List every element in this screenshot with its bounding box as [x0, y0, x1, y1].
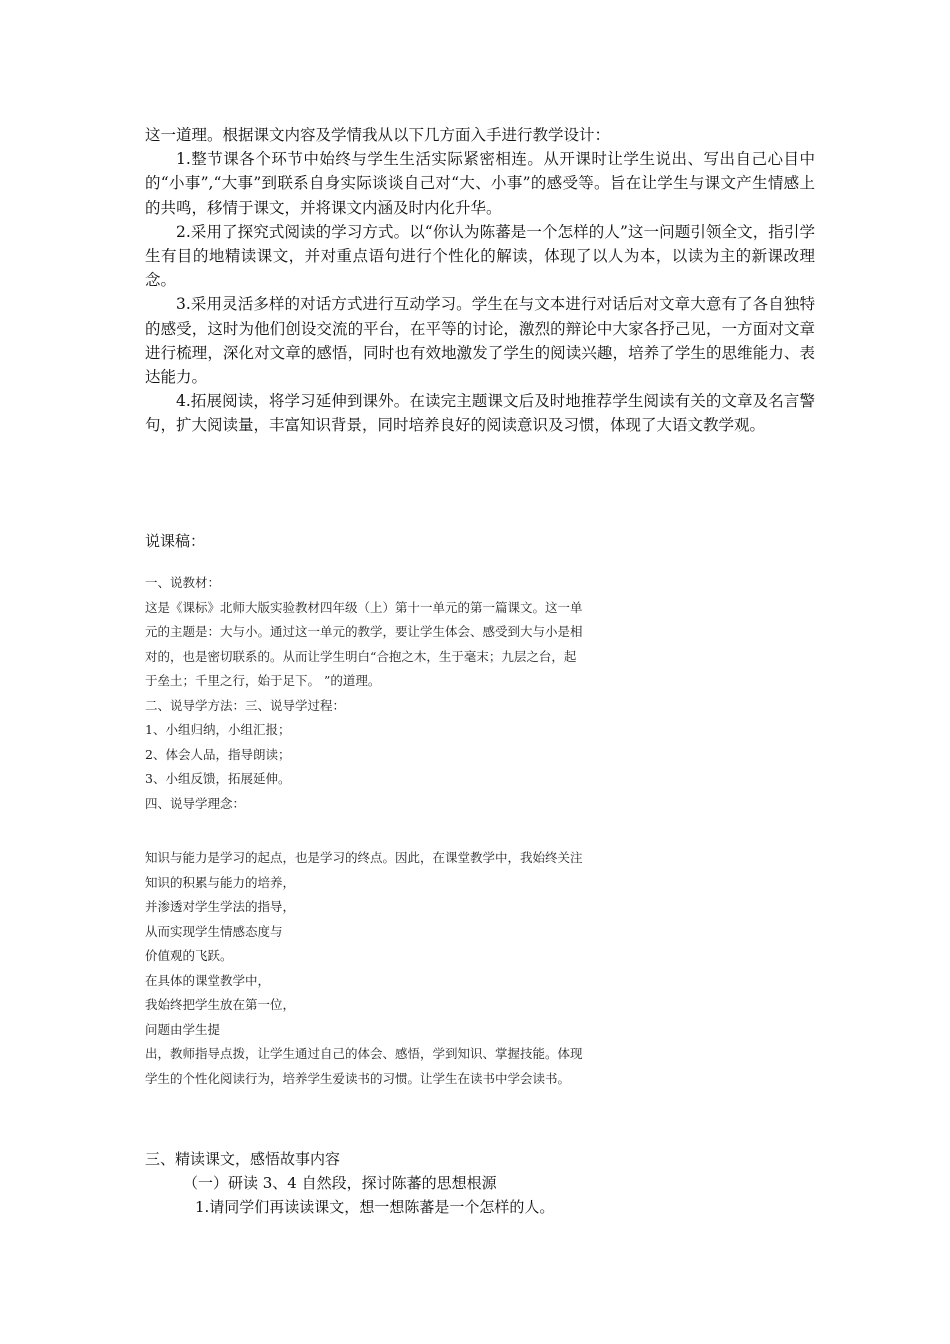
outline-line: 于垒土；千里之行，始于足下。 ”的道理。	[145, 673, 381, 688]
philosophy-line: 并渗透对学生学法的指导，	[145, 899, 296, 914]
design-point-1: 1.整节课各个环节中始终与学生生活实际紧密相连。从开课时让学生说出、写出自己心目中的“小事”,“大事”到联系自身实际谈谈自己对“大、小事”的感受等。旨在让学生与课文产生情感上的共鸣，移情于课文，并将课文内涵及时内化升华。	[145, 150, 815, 217]
philosophy-line: 出，教师指导点拨，让学生通过自己的体会、感悟，学到知识、掌握技能。体现	[145, 1046, 583, 1061]
lecture-outline-block	[145, 571, 705, 816]
design-point-3: 3.采用灵活多样的对话方式进行互动学习。学生在与文本进行对话后对文章大意有了各自独特的感受，这时为他们创设交流的平台，在平等的讨论，激烈的辩论中大家各抒己见，一方面对文章进行梳理，深化对文章的感悟，同时也有效地激发了学生的阅读兴趣，培养了学生的思维能力、表达能力。	[145, 295, 815, 387]
section-three	[145, 1147, 554, 1219]
philosophy-line: 在具体的课堂教学中，	[145, 972, 271, 988]
philosophy-line: 知识的积累与能力的培养，	[145, 874, 296, 890]
philosophy-line: 我始终把学生放在第一位，	[145, 997, 296, 1012]
outline-line: 四、说导学理念：	[145, 795, 246, 811]
section-three-subtitle: （一）研读 3、4 自然段，探讨陈蕃的思想根源	[183, 1174, 497, 1192]
outline-line: 对的，也是密切联系的。从而让学生明白“合抱之木，生于毫末；九层之台，起	[145, 648, 577, 664]
outline-line: 1、小组归纳，小组汇报；	[145, 722, 291, 737]
lecture-draft-heading: 说课稿：	[145, 532, 206, 550]
outline-line: 这是《课标》北师大版实验教材四年级（上）第十一单元的第一篇课文。这一单	[145, 599, 583, 615]
outline-line: 一、说教材：	[145, 575, 221, 590]
section-three-title: 三、精读课文，感悟故事内容	[145, 1150, 341, 1168]
design-point-2: 2.采用了探究式阅读的学习方式。以“你认为陈蕃是一个怎样的人”这一问题引领全文，指引学生有目的地精读课文，并对重点语句进行个性化的解读，体现了以人为本，以读为主的新课改理念。	[145, 222, 815, 290]
section-three-item: 1.请同学们再读读课文，想一想陈蕃是一个怎样的人。	[195, 1198, 555, 1216]
outline-line: 2、体会人品，指导朗读；	[145, 746, 291, 762]
outline-line: 二、说导学方法：三、说导学过程：	[145, 697, 346, 713]
lecture-philosophy-block	[145, 846, 705, 1091]
design-point-4: 4.拓展阅读，将学习延伸到课外。在读完主题课文后及时地推荐学生阅读有关的文章及名言警句，扩大阅读量，丰富知识背景，同时培养良好的阅读意识及习惯，体现了大语文教学观。	[145, 392, 815, 435]
outline-line: 元的主题是：大与小。通过这一单元的教学，要让学生体会、感受到大与小是相	[145, 624, 583, 639]
philosophy-line: 知识与能力是学习的起点，也是学习的终点。因此，在课堂教学中，我始终关注	[145, 850, 583, 865]
outline-line: 3、小组反馈，拓展延伸。	[145, 771, 291, 786]
philosophy-line: 价值观的飞跃。	[145, 948, 233, 963]
teaching-design-section	[145, 123, 815, 438]
philosophy-line: 从而实现学生情感态度与	[145, 923, 283, 939]
philosophy-line: 问题由学生提	[145, 1021, 221, 1037]
philosophy-line: 学生的个性化阅读行为，培养学生爱读书的习惯。让学生在读书中学会读书。	[145, 1070, 571, 1086]
design-intro-line: 这一道理。根据课文内容及学情我从以下几方面入手进行教学设计：	[145, 126, 611, 144]
